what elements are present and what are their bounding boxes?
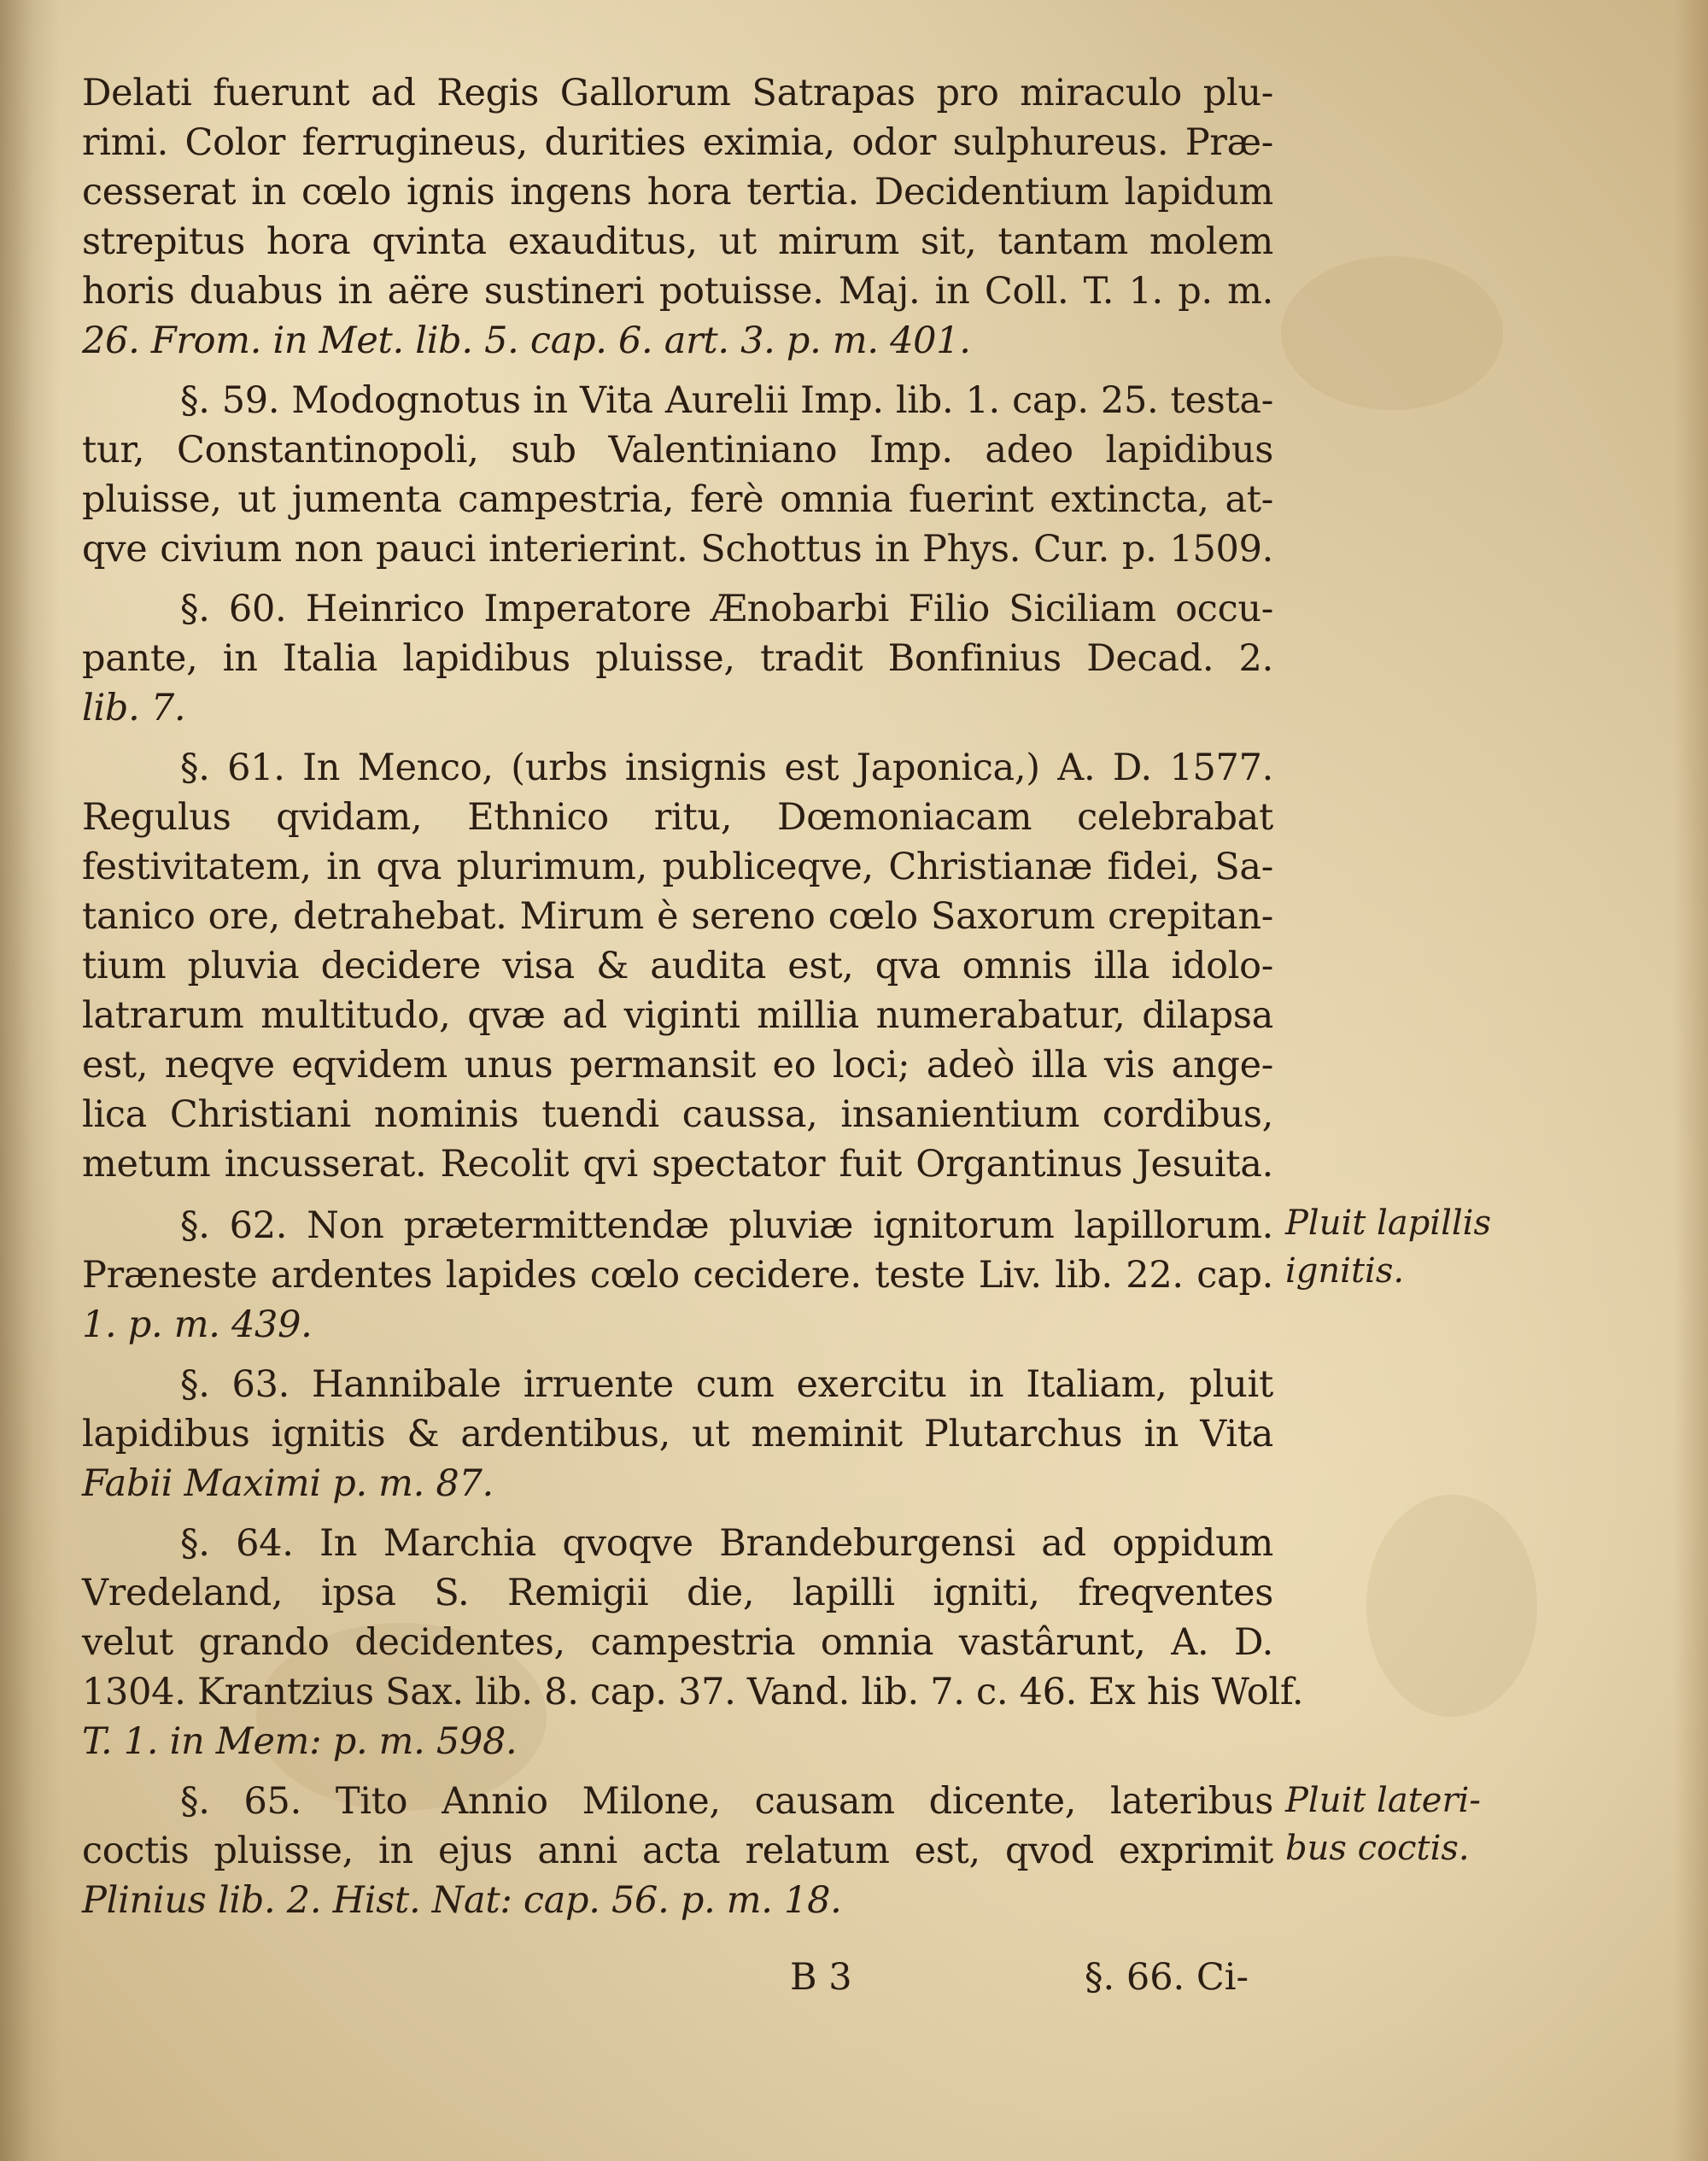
- text-line: coctis pluisse, in ejus anni acta relatum est, qvod exprimit: [82, 1830, 1273, 1872]
- text-line: Vredeland, ipsa S. Remigii die, lapilli igniti, freqventes: [82, 1572, 1273, 1614]
- text-line: qve civium non pauci interierint. Schottus in Phys. Cur. p. 1509.: [82, 528, 1273, 571]
- signature-mark: B 3: [790, 1956, 852, 1999]
- paragraph-63-start: §. 63. Hannibale irruente cum exercitu in Italiam, pluit: [180, 1363, 1273, 1406]
- paragraph-64-start: §. 64. In Marchia qvoqve Brandeburgensi ad oppidum: [180, 1522, 1273, 1565]
- citation-line: Fabii Maximi p. m. 87.: [82, 1462, 494, 1505]
- gutter-shadow: [0, 0, 60, 2161]
- text-line: pluisse, ut jumenta campestria, ferè omnia fuerint extincta, at-: [82, 478, 1273, 521]
- text-line: horis duabus in aëre sustineri potuisse. Maj. in Coll. T. 1. p. m.: [82, 270, 1273, 313]
- text-line: est, neqve eqvidem unus permansit eo loci; adeò illa vis ange-: [82, 1044, 1273, 1086]
- paragraph-61-start: §. 61. In Menco, (urbs insignis est Japonica,) A. D. 1577.: [180, 747, 1273, 789]
- margin-note-line: bus coctis.: [1285, 1829, 1470, 1868]
- text-line: tium pluvia decidere visa & audita est, qva omnis illa idolo-: [82, 945, 1273, 987]
- text-line: Delati fuerunt ad Regis Gallorum Satrapas pro miraculo plu-: [82, 72, 1273, 114]
- paragraph-60-start: §. 60. Heinrico Imperatore Ænobarbi Filio Siciliam occu-: [180, 588, 1273, 630]
- paragraph-65-start: §. 65. Tito Annio Milone, causam dicente, lateribus: [180, 1780, 1273, 1823]
- catchword: §. 66. Ci-: [1085, 1956, 1249, 1999]
- citation-line: lib. 7.: [82, 687, 186, 729]
- text-line: tur, Constantinopoli, sub Valentiniano Imp. adeo lapidibus: [82, 429, 1273, 471]
- margin-note-line: Pluit lapillis: [1285, 1203, 1491, 1243]
- text-line: strepitus hora qvinta exauditus, ut mirum sit, tantam molem: [82, 220, 1273, 263]
- paragraph-59-start: §. 59. Modognotus in Vita Aurelii Imp. lib. 1. cap. 25. testa-: [180, 379, 1273, 422]
- text-line: velut grando decidentes, campestria omnia vastârunt, A. D.: [82, 1621, 1273, 1664]
- margin-note-pluit-lapillis: [1285, 1199, 1491, 1295]
- citation-line: Plinius lib. 2. Hist. Nat: cap. 56. p. m. 18.: [82, 1879, 842, 1922]
- paragraph-62-start: §. 62. Non prætermittendæ pluviæ ignitorum lapillorum.: [180, 1204, 1273, 1247]
- text-line: 1304. Krantzius Sax. lib. 8. cap. 37. Vand. lib. 7. c. 46. Ex his Wolf.: [82, 1671, 1304, 1713]
- margin-note-pluit-lateribus: [1285, 1777, 1481, 1872]
- text-line: latrarum multitudo, qvæ ad viginti millia numerabatur, dilapsa: [82, 994, 1273, 1037]
- citation-line: 26. From. in Met. lib. 5. cap. 6. art. 3. p. m. 401.: [82, 319, 971, 362]
- text-line: tanico ore, detrahebat. Mirum è sereno cœlo Saxorum crepitan-: [82, 895, 1273, 938]
- page-edge-shadow: [1674, 0, 1708, 2161]
- text-line: lapidibus ignitis & ardentibus, ut meminit Plutarchus in Vita: [82, 1413, 1273, 1455]
- citation-line: T. 1. in Mem: p. m. 598.: [82, 1720, 518, 1763]
- text-line: festivitatem, in qva plurimum, publiceqve, Christianæ fidei, Sa-: [82, 846, 1273, 888]
- citation-line: 1. p. m. 439.: [82, 1303, 313, 1346]
- text-line: Præneste ardentes lapides cœlo cecidere. teste Liv. lib. 22. cap.: [82, 1254, 1273, 1297]
- paper-stain: [1366, 1495, 1537, 1717]
- text-line: lica Christiani nominis tuendi caussa, insanientium cordibus,: [82, 1093, 1273, 1136]
- margin-note-line: Pluit lateri-: [1285, 1781, 1481, 1820]
- text-line: Regulus qvidam, Ethnico ritu, Dœmoniacam celebrabat: [82, 796, 1273, 839]
- text-line: cesserat in cœlo ignis ingens hora tertia. Decidentium lapidum: [82, 171, 1273, 214]
- text-line: metum incusserat. Recolit qvi spectator fuit Organtinus Jesuita.: [82, 1143, 1273, 1186]
- text-line: rimi. Color ferrugineus, durities eximia, odor sulphureus. Præ-: [82, 121, 1273, 164]
- paper-stain: [1281, 256, 1503, 410]
- margin-note-line: ignitis.: [1285, 1251, 1405, 1291]
- text-line: pante, in Italia lapidibus pluisse, tradit Bonfinius Decad. 2.: [82, 637, 1273, 680]
